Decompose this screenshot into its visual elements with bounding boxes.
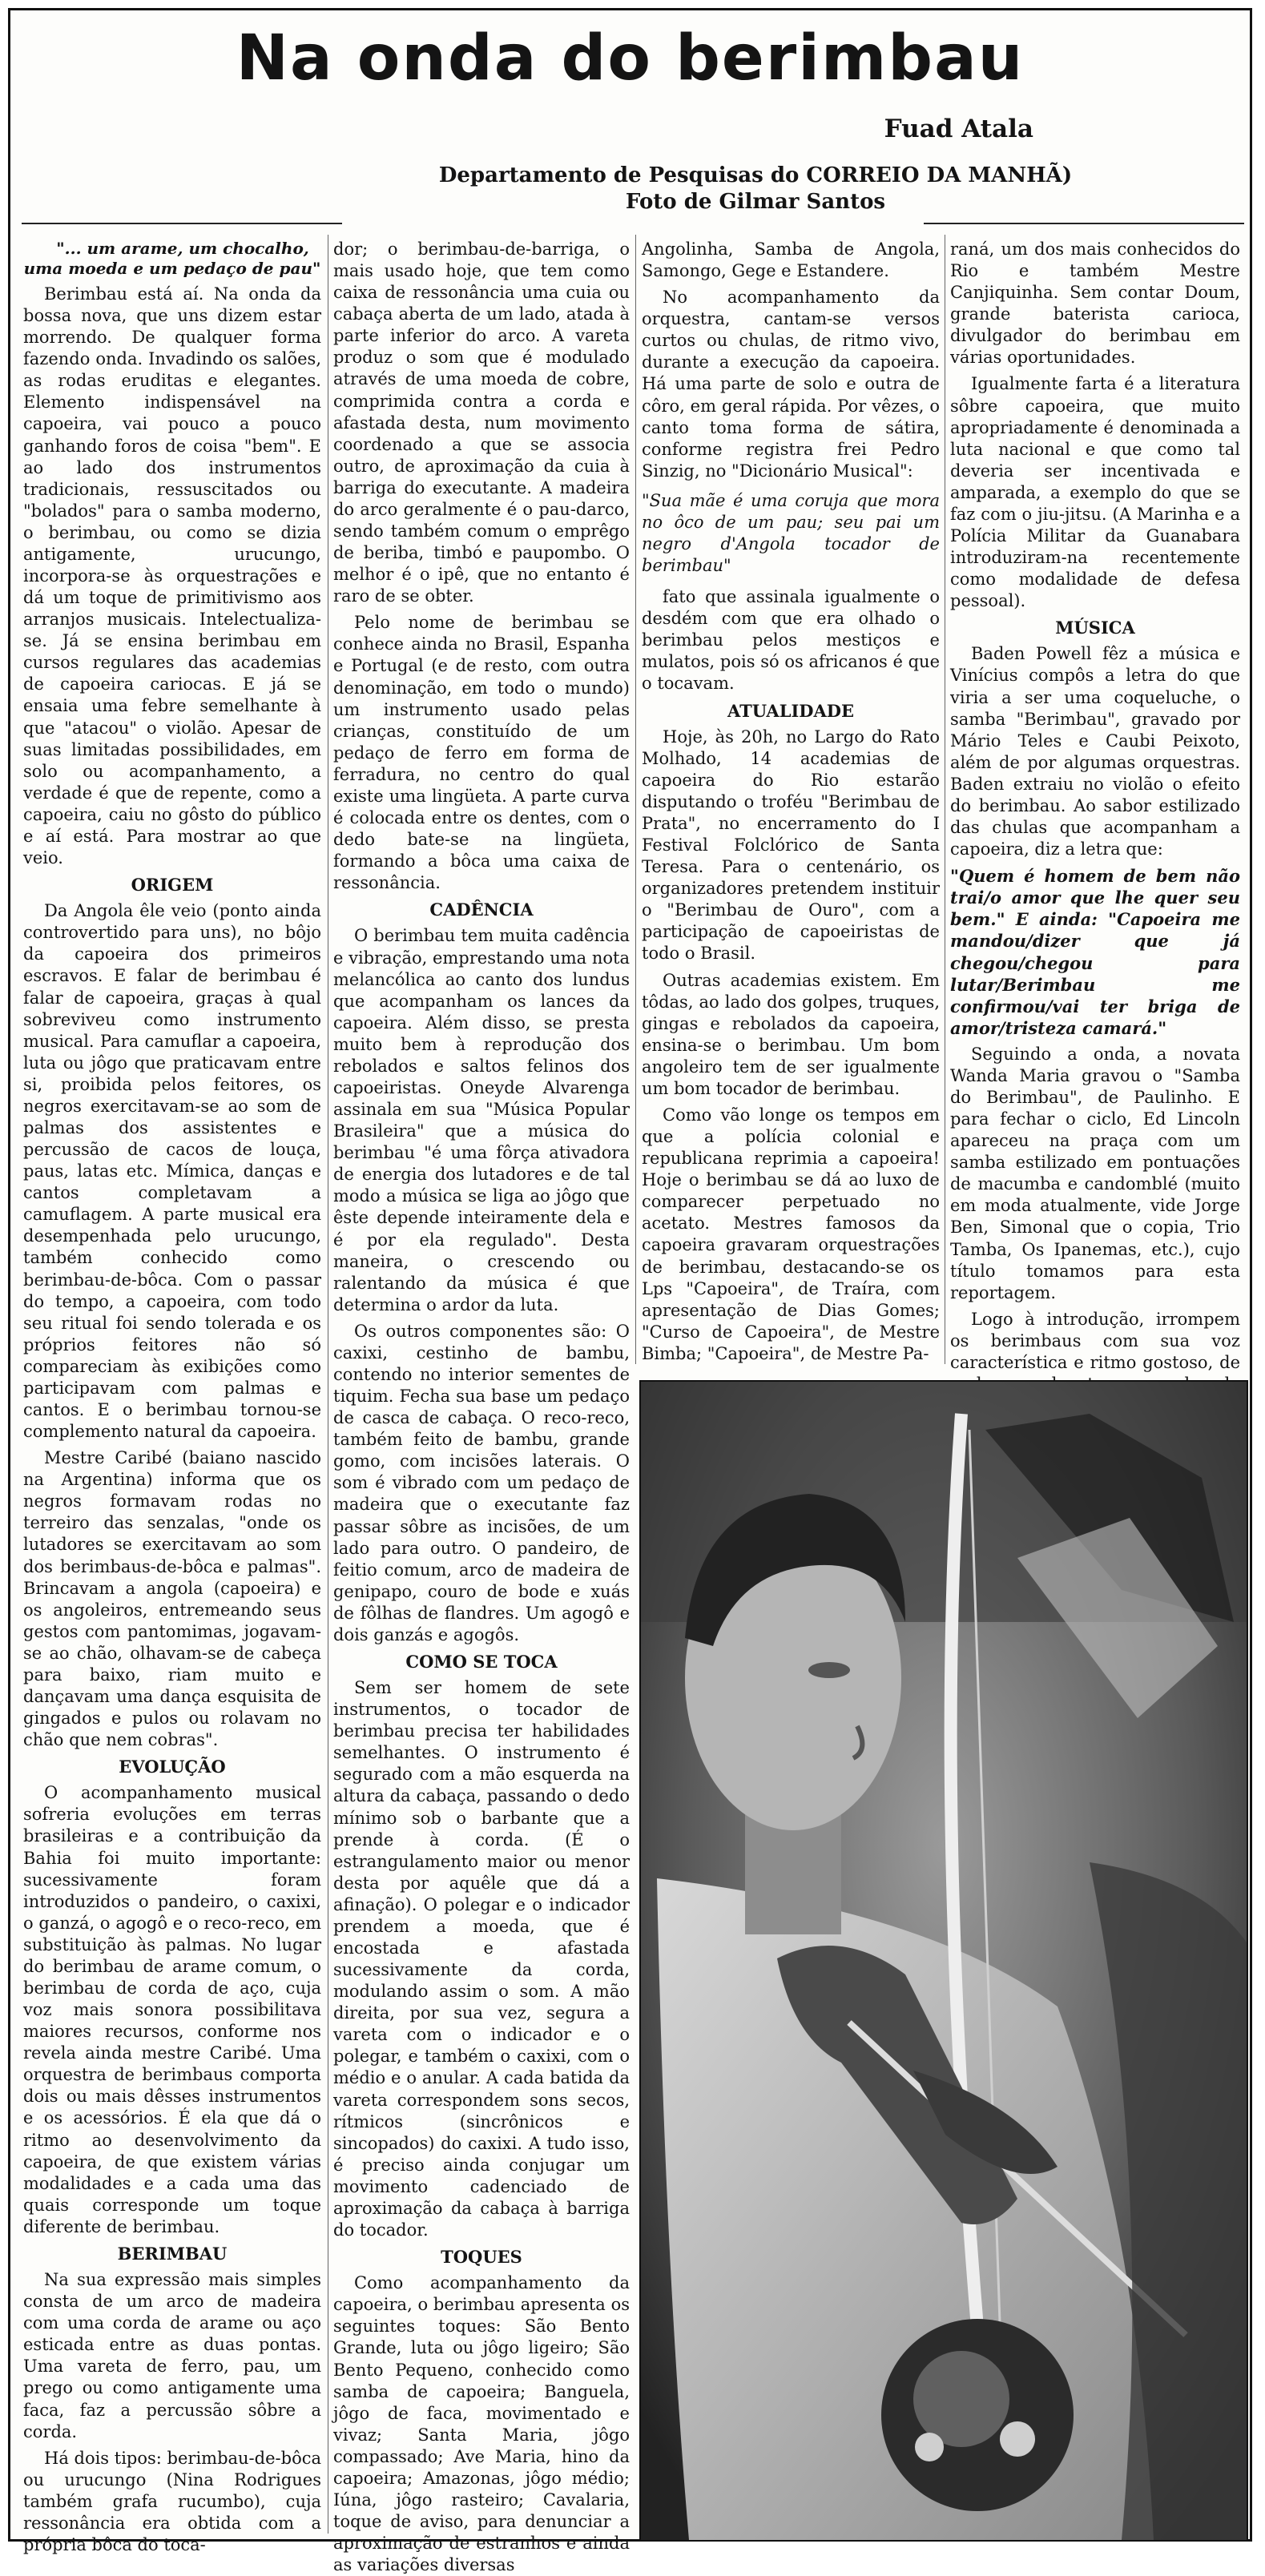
verse-quote: "Sua mãe é uma coruja que mora no ôco de um pau; seu pai um negro d'Angola tocador de berimbau"	[642, 490, 940, 576]
song-lyric-quote: "Quem é homem de bem não trai/o amor que lhe quer seu bem." E ainda: "Capoeira me mandou/dizer que já chegou/chegou para lutar/Berimbau me confirmou/vai ter briga de amor/tristeza camará."	[950, 866, 1240, 1038]
column-3	[642, 239, 940, 1364]
paragraph: Hoje, às 20h, no Largo do Rato Molhado, 14 academias de capoeira do Rio estarão disputando o troféu "Berimbau de Prata", no encerramento do I Festival Folclórico de Santa Teresa. Para o centenário, os organizadores pretendem instituir o "Berimbau de Ouro", com a participação de capoeiristas de todo o Brasil.	[642, 727, 940, 964]
paragraph: Pelo nome de berimbau se conhece ainda no Brasil, Espanha e Portugal (e de resto, com outra denominação, em todo o mundo) um instrumento usado pelas crianças, constituído de um pedaço de ferro em forma de ferradura, no centro do qual existe uma lingüeta. A parte curva é colocada entre os dentes, com o dedo bate-se na lingüeta, formando a bôca uma caixa de ressonância.	[333, 613, 630, 893]
author-byline: Fuad Atala	[884, 115, 1033, 143]
paragraph: Como acompanhamento da capoeira, o berimbau apresenta os seguintes toques: São Bento Grande, luta ou jôgo ligeiro; São Bento Pequeno, conhecido como samba de capoeira; Banguela, jôgo de faca, movimentado e vivaz; Santa Maria, jôgo compassado; Ave Maria, hino da capoeira; Amazonas, jôgo médio; Iúna, jôgo rasteiro; Cavalaria, toque de aviso, para denunciar a aproximação de estranhos e ainda as variações diversas	[333, 2273, 630, 2575]
photo-credit: Foto de Gilmar Santos	[625, 189, 886, 214]
section-heading-musica: MÚSICA	[1055, 618, 1135, 638]
section-heading-como-se-toca: COMO SE TOCA	[405, 1652, 558, 1672]
paragraph: O acompanhamento musical sofreria evoluções em terras brasileiras e a contribuição da Bahia foi muito importante: sucessivamente foram introduzidos o pandeiro, o caxixi, o ganzá, o agogô e o reco-reco, em substituição às palmas. No lugar do berimbau de arame comum, o berimbau de corda de aço, cuja voz mais sonora possibilitava maiores recursos, conforme nos revela ainda mestre Caribé. Uma orquestra de berimbaus comporta dois ou mais dêsses instrumentos e os acessórios. É ela que dá o ritmo ao desenvolvimento da capoeira, de que existem várias modalidades e a cada uma das quais corresponde um toque diferente de berimbau.	[23, 1783, 321, 2236]
paragraph: Como vão longe os tempos em que a polícia colonial e republicana reprimia a capoeira! Hoje o berimbau se dá ao luxo de comparecer perpetuado no acetato. Mestres famosos da capoeira gravaram orquestrações de berimbau, destacando-se os Lps "Capoeira", de Traíra, com apresentação de Dias Gomes; "Curso de Capoeira", de Mestre Bimba; "Capoeira", de Mestre Pa-	[642, 1105, 940, 1363]
section-heading-origem: ORIGEM	[131, 875, 214, 896]
paragraph: Na sua expressão mais simples consta de um arco de madeira com uma corda de arame ou aço esticada entre as duas pontas. Uma vareta de ferro, pau, um prego ou como antigamente uma faca, faz a percussão sôbre a corda.	[23, 2270, 321, 2441]
column-1	[23, 239, 321, 2554]
paragraph: Da Angola êle veio (ponto ainda controvertido para uns), no bôjo da capoeira dos primeiros escravos. E falar de berimbau é falar de capoeira, graças à qual sobreviveu como instrumento musical. Para camuflar a capoeira, luta ou jôgo que praticavam entre si, proibida pelos feitores, os negros exercitavam-se ao som de palmas dos assistentes e percussão de cacos de louça, paus, latas etc. Mímica, danças e cantos completavam a camuflagem. A parte musical era desempenhada pelo urucungo, também conhecido como berimbau-de-bôca. Com o passar do tempo, a capoeira, com todo seu ritual foi sendo tolerada e os próprios feitores não só compareciam às exibições como participavam com palmas e cantos. E o berimbau tornou-se complemento natural da capoeira.	[23, 901, 321, 1442]
department-line: Departamento de Pesquisas do CORREIO DA MANHÃ)	[438, 163, 1073, 187]
paragraph: raná, um dos mais conhecidos do Rio e também Mestre Canjiquinha. Sem contar Doum, grande baterista carioca, divulgador do berimbau em várias oportunidades.	[950, 239, 1240, 368]
section-heading-atualidade: ATUALIDADE	[727, 700, 855, 721]
header-rule-right	[924, 223, 1244, 224]
paragraph: Igualmente farta é a literatura sôbre capoeira, que muito apropriadamente é denominada a luta nacional e que como tal deveria ser incentivada e amparada, a exemplo do que se faz com o jiu-jitsu. (A Marinha e a Polícia Militar da Guanabara introduziram-na recentemente como modalidade de defesa pessoal).	[950, 374, 1240, 611]
paragraph: dor; o berimbau-de-barriga, o mais usado hoje, que tem como caixa de ressonância uma cuia ou cabaça aberta de um lado, atada à parte inferior do arco. A vareta produz o som que é modulado através de uma moeda de cobre, comprimida contra a corda e afastada desta, num movimento coordenado a que se associa outro, de aproximação da cuia à barriga do executante. A madeira do arco geralmente é o pau-darco, sendo também comum o emprêgo de beriba, timbó e paupombo. O melhor é o ipê, que no entanto é raro de se obter.	[333, 239, 630, 606]
section-heading-berimbau: BERIMBAU	[117, 2243, 228, 2264]
paragraph: Angolinha, Samba de Angola, Samongo, Gege e Estandere.	[642, 239, 940, 281]
epigraph-quote: "... um arame, um chocalho, uma moeda e um pedaço de pau"	[23, 239, 321, 278]
header-rule-left	[22, 223, 342, 224]
photo-berimbau-player	[639, 1380, 1248, 2542]
section-heading-cadencia: CADÊNCIA	[429, 900, 534, 920]
paragraph: Há dois tipos: berimbau-de-bôca ou urucungo (Nina Rodrigues também grafa rucumbo), cuja ressonância era obtida com a própria bôca do toca-	[23, 2448, 321, 2554]
paragraph: No acompanhamento da orquestra, cantam-se versos curtos ou chulas, de ritmo vivo, durante a execução da capoeira. Há uma parte de solo e outra de côro, em geral rápida. Por vêzes, o canto toma forma de sátira, conforme registra frei Pedro Sinzig, no "Dicionário Musical":	[642, 288, 940, 481]
department-credit	[411, 163, 1100, 215]
paragraph: fato que assinala igualmente o desdém com que era olhado o berimbau pelos mestiços e mulatos, pois só os africanos é que o tocavam.	[642, 587, 940, 694]
section-heading-toques: TOQUES	[441, 2247, 522, 2268]
paragraph: Berimbau está aí. Na onda da bossa nova, que uns dizem estar morrendo. De qualquer forma fazendo onda. Invadindo os salões, as rodas eruditas e elegantes. Elemento indispensável na capoeira, vai pouco a pouco ganhando foros de coisa "bem". E ao lado dos instrumentos tradicionais, ressuscitados ou "bolados" para o samba moderno, o berimbau, ou como se dizia antigamente, urucungo, incorpora-se às orquestrações e dá um toque de primitivismo aos arranjos musicais. Intelectualiza-se. Já se ensina berimbau em cursos regulares das academias de capoeira cariocas. E já se ensaia uma febre semelhante à que "atacou" o violão. Apesar de suas limitadas possibilidades, em solo ou acompanhamento, a verdade é que de repente, como a capoeira, caiu no gôsto do público e aí está. Para mostrar ao que veio.	[23, 284, 321, 868]
newspaper-page	[8, 8, 1252, 2575]
column-divider	[635, 235, 636, 1364]
paragraph: Seguindo a onda, a novata Wanda Maria gravou o "Samba do Berimbau", de Paulinho. E para fechar o ciclo, Ed Lincoln apareceu na praça com um samba estilizado em pontuações de macumba e candomblé (muito em moda atualmente, vide Jorge Ben, Simonal que o copia, Trio Tamba, Os Ipanemas, etc.), cujo título tomamos para esta reportagem.	[950, 1044, 1240, 1302]
column-4	[950, 239, 1240, 1372]
paragraph: Mestre Caribé (baiano nascido na Argentina) informa que os negros formavam rodas no terreiro das senzalas, "onde os lutadores se exercitavam ao som dos berimbaus-de-bôca e palmas". Brincavam a angola (capoeira) e os angoleiros, entremeando seus gestos com pantomimas, jogavam-se ao chão, olhavam-se de cabeça para baixo, riam muito e dançavam uma dança esquisita de gingados e pulos ou rolavam no chão que nem cobras".	[23, 1448, 321, 1750]
section-heading-evolucao: EVOLUÇÃO	[119, 1757, 226, 1777]
berimbau-player-image	[641, 1382, 1247, 2540]
paragraph: Os outros componentes são: O caxixi, cestinho de bambu, contendo no interior sementes de tiquim. Fecha sua base um pedaço de casca de cabaça. O reco-reco, também feito de bambu, grande gomo, com incisões laterais. O som é vibrado com um pedaço de madeira que o executante faz passar sôbre as incisões, de um lado para outro. O pandeiro, de feitio comum, arco de madeira de genipapo, couro de bode e xuás de fôlhas de flandres. Um agogô e dois ganzás e agogôs.	[333, 1321, 630, 1644]
column-2	[333, 239, 630, 2575]
paragraph: Sem ser homem de sete instrumentos, o tocador de berimbau precisa ter habilidades semelhantes. O instrumento é segurado com a mão esquerda na altura da cabaça, passando o dedo mínimo sob o barbante que a prende à corda. (É o estrangulamento maior ou menor desta por aquêle que dá a afinação). O polegar e o indicador prendem a moeda, que é encostada e afastada sucessivamente da corda, modulando assim o som. A mão direita, por sua vez, segura a vareta com o indicador e o polegar, e também o caxixi, com o médio e o anular. A cada batida da vareta correspondem sons secos, rítmicos (sincrônicos e sincopados) do caxixi. A tudo isso, é preciso ainda conjugar um movimento cadenciado de aproximação da cabaça à barriga do tocador.	[333, 1678, 630, 2240]
paragraph: Logo à introdução, irrompem os berimbaus com sua voz característica e ritmo gostoso, de	[950, 1309, 1240, 1372]
paragraph: Baden Powell fêz a música e Vinícius compôs a letra do que viria a ser uma coqueluche, o samba "Berimbau", gravado por Mário Teles e Caubi Peixoto, além de por algumas orquestras. Baden extraiu no violão o efeito do berimbau. Ao sabor estilizado das chulas que acompanham a capoeira, diz a letra que:	[950, 644, 1240, 859]
paragraph: Outras academias existem. Em tôdas, ao lado dos golpes, truques, gingas e rebolados da capoeira, ensina-se o berimbau. Um bom angoleiro tem de ser igualmente um bom tocador de berimbau.	[642, 970, 940, 1098]
paragraph: O berimbau tem muita cadência e vibração, emprestando uma nota melancólica ao canto dos lundus que acompanham os lances da capoeira. Além disso, se presta muito bem à reprodução dos rebolados e saltos felinos dos capoeiristas. Oneyde Alvarenga assinala em sua "Música Popular Brasileira" que a música do berimbau "é uma fôrça ativadora de energia dos lutadores e de tal modo a música se liga ao jôgo que êste depende inteiramente dela e é por ela regulado". Desta maneira, o crescendo ou ralentando da música é que determina o ardor da luta.	[333, 926, 630, 1314]
headline: Na onda do berimbau	[236, 22, 1025, 95]
